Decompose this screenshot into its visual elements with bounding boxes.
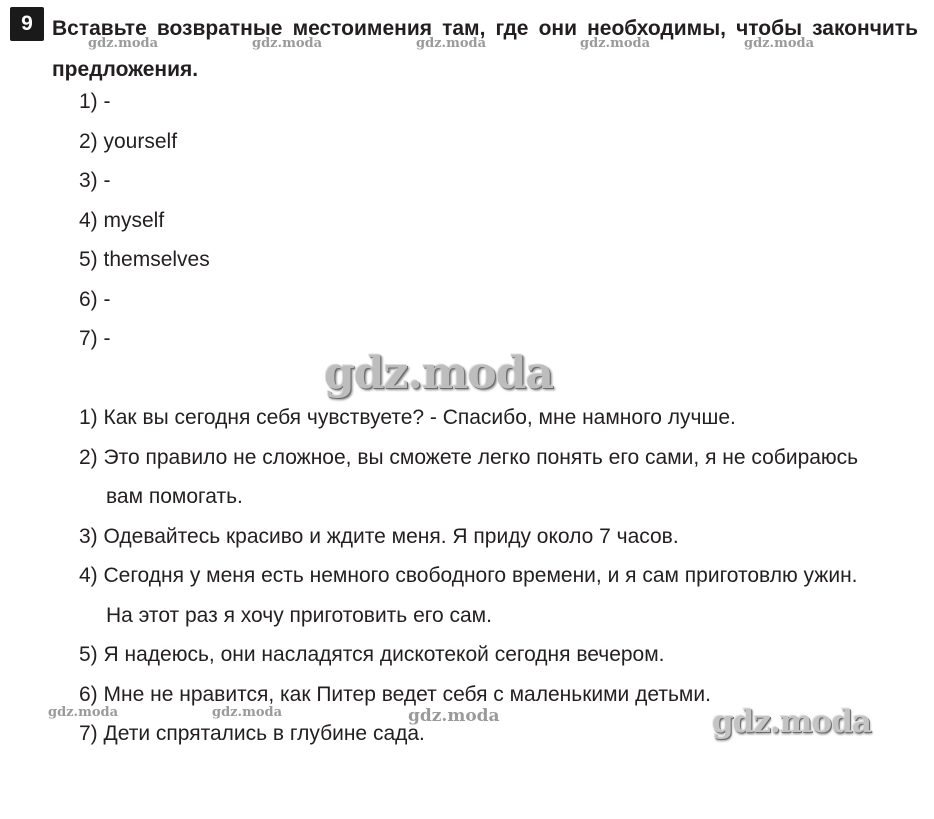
translation-continuation: вам помогать. <box>106 485 243 508</box>
translation-text: 6) Мне не нравится, как Питер ведет себя с маленькими детьми. <box>79 682 711 706</box>
answer-list <box>79 82 210 359</box>
translation-text: 2) Это правило не сложное, вы сможете легко понять его сами, я не собираюсь <box>79 445 859 469</box>
answer-item: 5) themselves <box>79 248 210 271</box>
translation-text: 3) Одевайтесь красиво и ждите меня. Я приду около 7 часов. <box>79 524 679 548</box>
answer-item: 6) - <box>79 287 111 311</box>
answer-item: 1) - <box>79 90 111 113</box>
translation-text: 5) Я надеюсь, они насладятся дискотекой сегодня вечером. <box>79 643 665 666</box>
translation-list <box>79 398 919 754</box>
watermark: gdz.moda <box>88 36 159 51</box>
watermark: gdz.moda <box>712 704 871 740</box>
watermark: gdz.moda <box>212 705 283 720</box>
watermark: gdz.moda <box>252 36 323 51</box>
translation-item <box>79 556 919 635</box>
answer-item: 4) myself <box>79 208 165 232</box>
answer-item: 2) yourself <box>79 129 178 153</box>
task-title: Вставьте возвратные местоимения там, где они необходимы, чтобы закончить предложения. <box>52 17 918 81</box>
watermark: gdz.moda <box>744 36 815 51</box>
task-number-badge: 9 <box>10 7 44 41</box>
translation-text: 7) Дети спрятались в глубине сада. <box>79 722 425 745</box>
translation-item <box>79 635 919 675</box>
translation-item <box>79 438 919 517</box>
watermark: gdz.moda <box>580 36 651 51</box>
answer-item: 3) - <box>79 169 111 192</box>
translation-item <box>79 517 919 557</box>
watermark: gdz.moda <box>324 348 554 399</box>
watermark: gdz.moda <box>416 36 487 51</box>
translation-text: 4) Сегодня у меня есть немного свободного времени, и я сам приготовлю ужин. <box>79 564 858 587</box>
translation-item <box>79 398 919 438</box>
translation-text: 1) Как вы сегодня себя чувствуете? - Спасибо, мне намного лучше. <box>79 406 736 429</box>
translation-continuation: На этот раз я хочу приготовить его сам. <box>106 603 492 627</box>
watermark: gdz.moda <box>48 705 119 720</box>
watermark: gdz.moda <box>408 706 500 726</box>
answer-item: 7) - <box>79 327 111 350</box>
